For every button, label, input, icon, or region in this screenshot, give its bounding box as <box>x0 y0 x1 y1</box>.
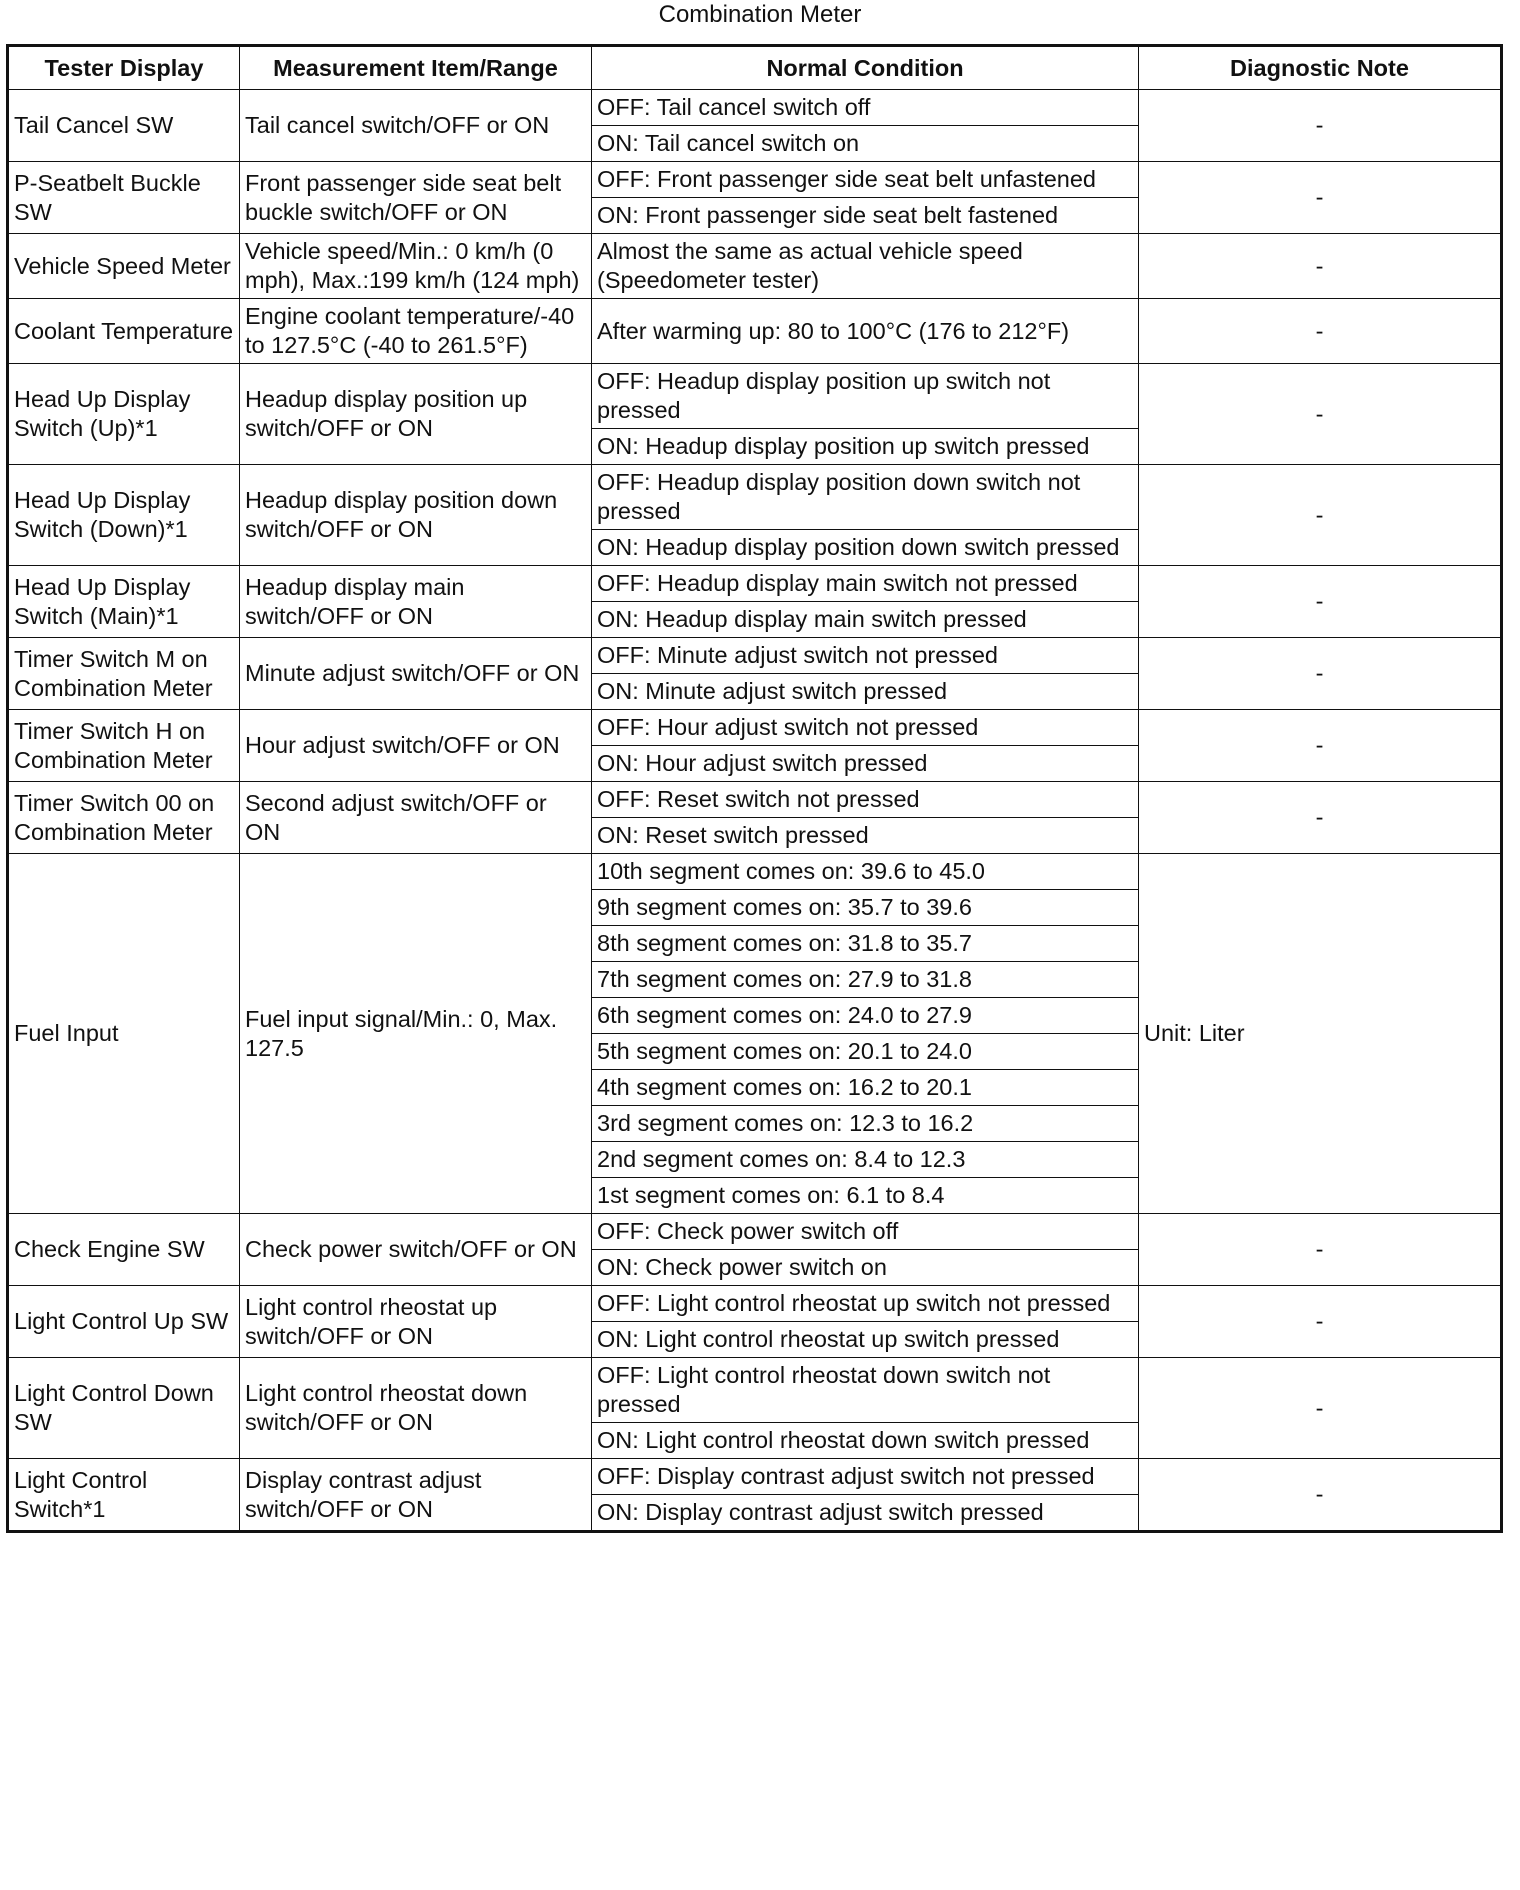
table-row <box>8 234 1502 299</box>
cell-normal-condition: ON: Display contrast adjust switch pressed <box>592 1495 1139 1532</box>
cell-diagnostic-note: - <box>1139 1214 1502 1286</box>
cell-tester-display: Head Up Display Switch (Main)*1 <box>8 566 240 638</box>
header-diagnostic-note: Diagnostic Note <box>1139 46 1502 90</box>
cell-measurement: Minute adjust switch/OFF or ON <box>240 638 592 710</box>
cell-normal-condition: 2nd segment comes on: 8.4 to 12.3 <box>592 1142 1139 1178</box>
table-row <box>8 1214 1502 1250</box>
header-normal-condition: Normal Condition <box>592 46 1139 90</box>
cell-normal-condition: 5th segment comes on: 20.1 to 24.0 <box>592 1034 1139 1070</box>
cell-normal-condition: After warming up: 80 to 100°C (176 to 212°F) <box>592 299 1139 364</box>
cell-normal-condition: ON: Light control rheostat up switch pressed <box>592 1322 1139 1358</box>
cell-diagnostic-note: Unit: Liter <box>1139 854 1502 1214</box>
title-text: Combination Meter <box>658 1 862 28</box>
cell-diagnostic-note: - <box>1139 90 1502 162</box>
cell-diagnostic-note: - <box>1139 364 1502 465</box>
cell-normal-condition: OFF: Headup display position down switch not pressed <box>592 465 1139 530</box>
cell-normal-condition: 1st segment comes on: 6.1 to 8.4 <box>592 1178 1139 1214</box>
header-measurement: Measurement Item/Range <box>240 46 592 90</box>
table-row <box>8 465 1502 530</box>
cell-normal-condition: Almost the same as actual vehicle speed (Speedometer tester) <box>592 234 1139 299</box>
cell-measurement: Light control rheostat down switch/OFF or ON <box>240 1358 592 1459</box>
cell-tester-display: P-Seatbelt Buckle SW <box>8 162 240 234</box>
cell-normal-condition: ON: Check power switch on <box>592 1250 1139 1286</box>
cell-diagnostic-note: - <box>1139 1286 1502 1358</box>
cell-normal-condition: 3rd segment comes on: 12.3 to 16.2 <box>592 1106 1139 1142</box>
data-list-table <box>6 44 1503 1533</box>
header-tester-display: Tester Display <box>8 46 240 90</box>
table-row <box>8 638 1502 674</box>
table-row <box>8 364 1502 429</box>
cell-normal-condition: OFF: Minute adjust switch not pressed <box>592 638 1139 674</box>
table-row <box>8 782 1502 818</box>
cell-measurement: Headup display main switch/OFF or ON <box>240 566 592 638</box>
cell-normal-condition: 6th segment comes on: 24.0 to 27.9 <box>592 998 1139 1034</box>
cell-normal-condition: ON: Minute adjust switch pressed <box>592 674 1139 710</box>
cell-normal-condition: OFF: Front passenger side seat belt unfastened <box>592 162 1139 198</box>
cell-normal-condition: OFF: Hour adjust switch not pressed <box>592 710 1139 746</box>
cell-normal-condition: ON: Headup display main switch pressed <box>592 602 1139 638</box>
cell-measurement: Headup display position up switch/OFF or ON <box>240 364 592 465</box>
cell-measurement: Headup display position down switch/OFF or ON <box>240 465 592 566</box>
cell-measurement: Check power switch/OFF or ON <box>240 1214 592 1286</box>
cell-diagnostic-note: - <box>1139 638 1502 710</box>
cell-normal-condition: OFF: Check power switch off <box>592 1214 1139 1250</box>
cell-tester-display: Fuel Input <box>8 854 240 1214</box>
cell-diagnostic-note: - <box>1139 299 1502 364</box>
cell-normal-condition: OFF: Headup display main switch not pressed <box>592 566 1139 602</box>
cell-diagnostic-note: - <box>1139 782 1502 854</box>
table-row <box>8 162 1502 198</box>
cell-normal-condition: ON: Tail cancel switch on <box>592 126 1139 162</box>
cell-normal-condition: ON: Reset switch pressed <box>592 818 1139 854</box>
cell-diagnostic-note: - <box>1139 234 1502 299</box>
cell-normal-condition: OFF: Tail cancel switch off <box>592 90 1139 126</box>
table-row <box>8 1459 1502 1495</box>
table-body <box>8 90 1502 1532</box>
cell-diagnostic-note: - <box>1139 162 1502 234</box>
cell-tester-display: Vehicle Speed Meter <box>8 234 240 299</box>
cell-normal-condition: OFF: Light control rheostat down switch not pressed <box>592 1358 1139 1423</box>
cell-normal-condition: OFF: Headup display position up switch not pressed <box>592 364 1139 429</box>
cell-normal-condition: ON: Hour adjust switch pressed <box>592 746 1139 782</box>
cell-measurement: Engine coolant temperature/-40 to 127.5°C (-40 to 261.5°F) <box>240 299 592 364</box>
cell-diagnostic-note: - <box>1139 465 1502 566</box>
table-row <box>8 710 1502 746</box>
cell-measurement: Vehicle speed/Min.: 0 km/h (0 mph), Max.:199 km/h (124 mph) <box>240 234 592 299</box>
cell-measurement: Hour adjust switch/OFF or ON <box>240 710 592 782</box>
table-row <box>8 566 1502 602</box>
cell-measurement: Tail cancel switch/OFF or ON <box>240 90 592 162</box>
cell-tester-display: Light Control Down SW <box>8 1358 240 1459</box>
cell-diagnostic-note: - <box>1139 1358 1502 1459</box>
cell-normal-condition: OFF: Reset switch not pressed <box>592 782 1139 818</box>
cell-tester-display: Coolant Temperature <box>8 299 240 364</box>
cell-tester-display: Head Up Display Switch (Up)*1 <box>8 364 240 465</box>
cell-normal-condition: ON: Front passenger side seat belt fastened <box>592 198 1139 234</box>
cell-measurement: Display contrast adjust switch/OFF or ON <box>240 1459 592 1532</box>
cell-measurement: Fuel input signal/Min.: 0, Max. 127.5 <box>240 854 592 1214</box>
cell-diagnostic-note: - <box>1139 566 1502 638</box>
cell-measurement: Second adjust switch/OFF or ON <box>240 782 592 854</box>
cell-diagnostic-note: - <box>1139 1459 1502 1532</box>
cell-measurement: Front passenger side seat belt buckle switch/OFF or ON <box>240 162 592 234</box>
header-row <box>8 46 1502 90</box>
cell-tester-display: Check Engine SW <box>8 1214 240 1286</box>
cell-diagnostic-note: - <box>1139 710 1502 782</box>
cell-tester-display: Tail Cancel SW <box>8 90 240 162</box>
cell-measurement: Light control rheostat up switch/OFF or ON <box>240 1286 592 1358</box>
cell-tester-display: Light Control Switch*1 <box>8 1459 240 1532</box>
cell-tester-display: Timer Switch M on Combination Meter <box>8 638 240 710</box>
table-row <box>8 1286 1502 1322</box>
cell-normal-condition: 7th segment comes on: 27.9 to 31.8 <box>592 962 1139 998</box>
cell-tester-display: Head Up Display Switch (Down)*1 <box>8 465 240 566</box>
cell-normal-condition: ON: Light control rheostat down switch pressed <box>592 1423 1139 1459</box>
cell-normal-condition: ON: Headup display position down switch pressed <box>592 530 1139 566</box>
cell-tester-display: Timer Switch 00 on Combination Meter <box>8 782 240 854</box>
table-row <box>8 90 1502 126</box>
page-title <box>0 0 1520 44</box>
cell-tester-display: Timer Switch H on Combination Meter <box>8 710 240 782</box>
cell-normal-condition: 9th segment comes on: 35.7 to 39.6 <box>592 890 1139 926</box>
cell-normal-condition: 10th segment comes on: 39.6 to 45.0 <box>592 854 1139 890</box>
table-row <box>8 299 1502 364</box>
cell-normal-condition: ON: Headup display position up switch pressed <box>592 429 1139 465</box>
cell-normal-condition: OFF: Light control rheostat up switch not pressed <box>592 1286 1139 1322</box>
table-row <box>8 1358 1502 1423</box>
table-row <box>8 854 1502 890</box>
cell-normal-condition: 8th segment comes on: 31.8 to 35.7 <box>592 926 1139 962</box>
cell-normal-condition: 4th segment comes on: 16.2 to 20.1 <box>592 1070 1139 1106</box>
cell-tester-display: Light Control Up SW <box>8 1286 240 1358</box>
cell-normal-condition: OFF: Display contrast adjust switch not pressed <box>592 1459 1139 1495</box>
